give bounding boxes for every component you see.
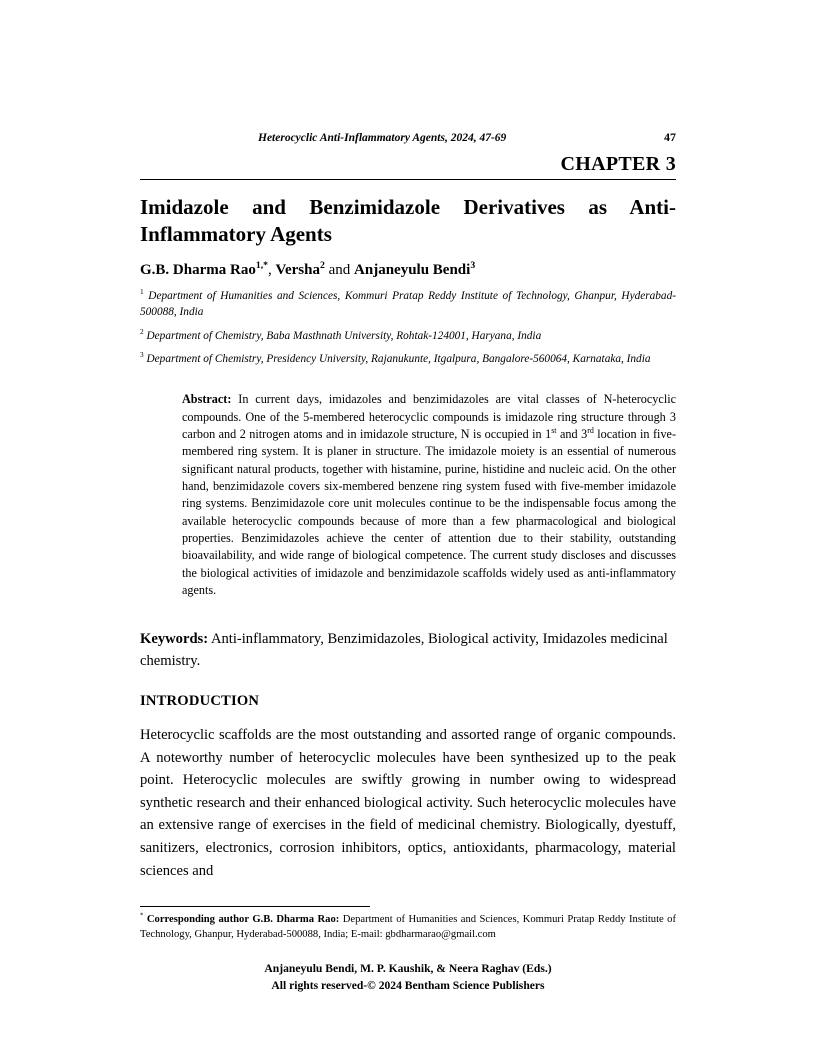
- affiliation-3-marker: 3: [140, 350, 144, 360]
- abstract-label: Abstract:: [182, 392, 232, 407]
- colophon: [140, 960, 676, 995]
- section-heading-introduction: INTRODUCTION: [140, 692, 260, 709]
- affiliation-1-text: Department of Humanities and Sciences, Kommuri Pratap Reddy Institute of Technology, Ghanpur, Hyderabad-500088, India: [140, 289, 676, 319]
- page-title: Imidazole and Benzimidazole Derivatives as Anti-Inflammatory Agents: [140, 195, 676, 246]
- abstract-text-part-1: In current days, imidazoles and benzimidazoles are vital classes of N-heterocyclic compounds. One of the 5-membered heterocyclic compounds is imidazole ring structure through 3 carbon and 2 nitrogen atoms and in imidazole structure, N is occupied in 1: [182, 392, 676, 441]
- page-number: 47: [664, 130, 676, 144]
- corresponding-author-footnote: [140, 912, 676, 943]
- footnote-rest: Department of Humanities and Sciences, Kommuri Pratap Reddy Institute of Technology, Ghanpur, Hyderabad-500088, India; E-mail: gbdharmarao@gmail.com: [140, 914, 676, 941]
- affiliation-2: [140, 328, 676, 344]
- keywords-label: Keywords:: [140, 631, 209, 648]
- running-head: [140, 130, 676, 145]
- affiliation-1: [140, 288, 676, 321]
- header-divider: [140, 179, 676, 180]
- footnote-bold-lead: Corresponding author G.B. Dharma Rao:: [143, 914, 340, 925]
- abstract-text-part-3: location in five-membered ring system. It is planer in structure. The imidazole moiety is an essential of numerous significant natural products, together with histamine, purine, histidine and nucleic acid. On the other hand, benzimidazole covers six-membered benzene ring system fused with five-member imidazole ring systems. Benzimidazole core unit molecules continue to be the indispensable focus among the available heterocyclic compounds because of more than a few pharmacological and biological properties. Benzimidazoles achieve the center of attention due to their stability, outstanding bioavailability, and wide range of biological competence. The current study discloses and discusses the biological activities of imidazole and benzimidazole scaffolds widely used as anti-inflammatory agents.: [182, 426, 676, 597]
- abstract-sup-2: rd: [587, 425, 594, 435]
- chapter-label: CHAPTER 3: [560, 153, 676, 175]
- author-1-name: G.B. Dharma Rao: [140, 261, 256, 278]
- colophon-editors: Anjaneyulu Bendi, M. P. Kaushik, & Neera Raghav (Eds.): [264, 962, 552, 975]
- intro-paragraph: Heterocyclic scaffolds are the most outstanding and assorted range of organic compounds. A noteworthy number of heterocyclic molecules have been synthesized up to the peak point. Heterocyclic molecules are swiftly growing in number owing to widespread synthetic research and their enhanced biological activity. Such heterocyclic molecules have an extensive range of exercises in the field of medicinal chemistry. Biologically, dyestuff, sanitizers, electronics, corrosion inhibitors, optics, antioxidants, pharmacology, material sciences and: [140, 726, 676, 879]
- running-head-journal: Heterocyclic Anti-Inflammatory Agents, 2024, 47-69: [258, 132, 507, 144]
- abstract: [182, 391, 676, 599]
- affiliation-2-text: Department of Chemistry, Baba Masthnath University, Rohtak-124001, Haryana, India: [143, 329, 542, 342]
- affiliation-2-marker: 2: [140, 326, 144, 336]
- author-2-affil-marker: 2: [319, 259, 325, 271]
- author-separator-1: ,: [268, 261, 276, 278]
- footnote-divider: [140, 906, 370, 907]
- author-3-affil-marker: 3: [470, 259, 476, 271]
- colophon-rights: All rights reserved-© 2024 Bentham Science Publishers: [271, 979, 545, 993]
- affiliation-3-text: Department of Chemistry, Presidency University, Rajanukunte, Itgalpura, Bangalore-560064, Karnataka, India: [143, 352, 651, 365]
- abstract-sup-1: st: [551, 425, 557, 435]
- author-2-name: Versha: [275, 261, 320, 278]
- abstract-text-part-2: and 3: [556, 426, 588, 441]
- affiliation-3: [140, 351, 676, 367]
- author-3-name: Anjaneyulu Bendi: [354, 261, 471, 278]
- author-list: [140, 259, 676, 279]
- page-content: [140, 130, 676, 882]
- author-1-affil-marker: 1,*: [255, 259, 269, 271]
- affiliation-1-marker: 1: [140, 286, 144, 296]
- author-conjunction: and: [324, 261, 355, 278]
- footnote-marker: *: [140, 912, 144, 920]
- keywords-text: Anti-inflammatory, Benzimidazoles, Biological activity, Imidazoles medicinal chemistry.: [140, 631, 668, 670]
- keywords: [140, 629, 676, 673]
